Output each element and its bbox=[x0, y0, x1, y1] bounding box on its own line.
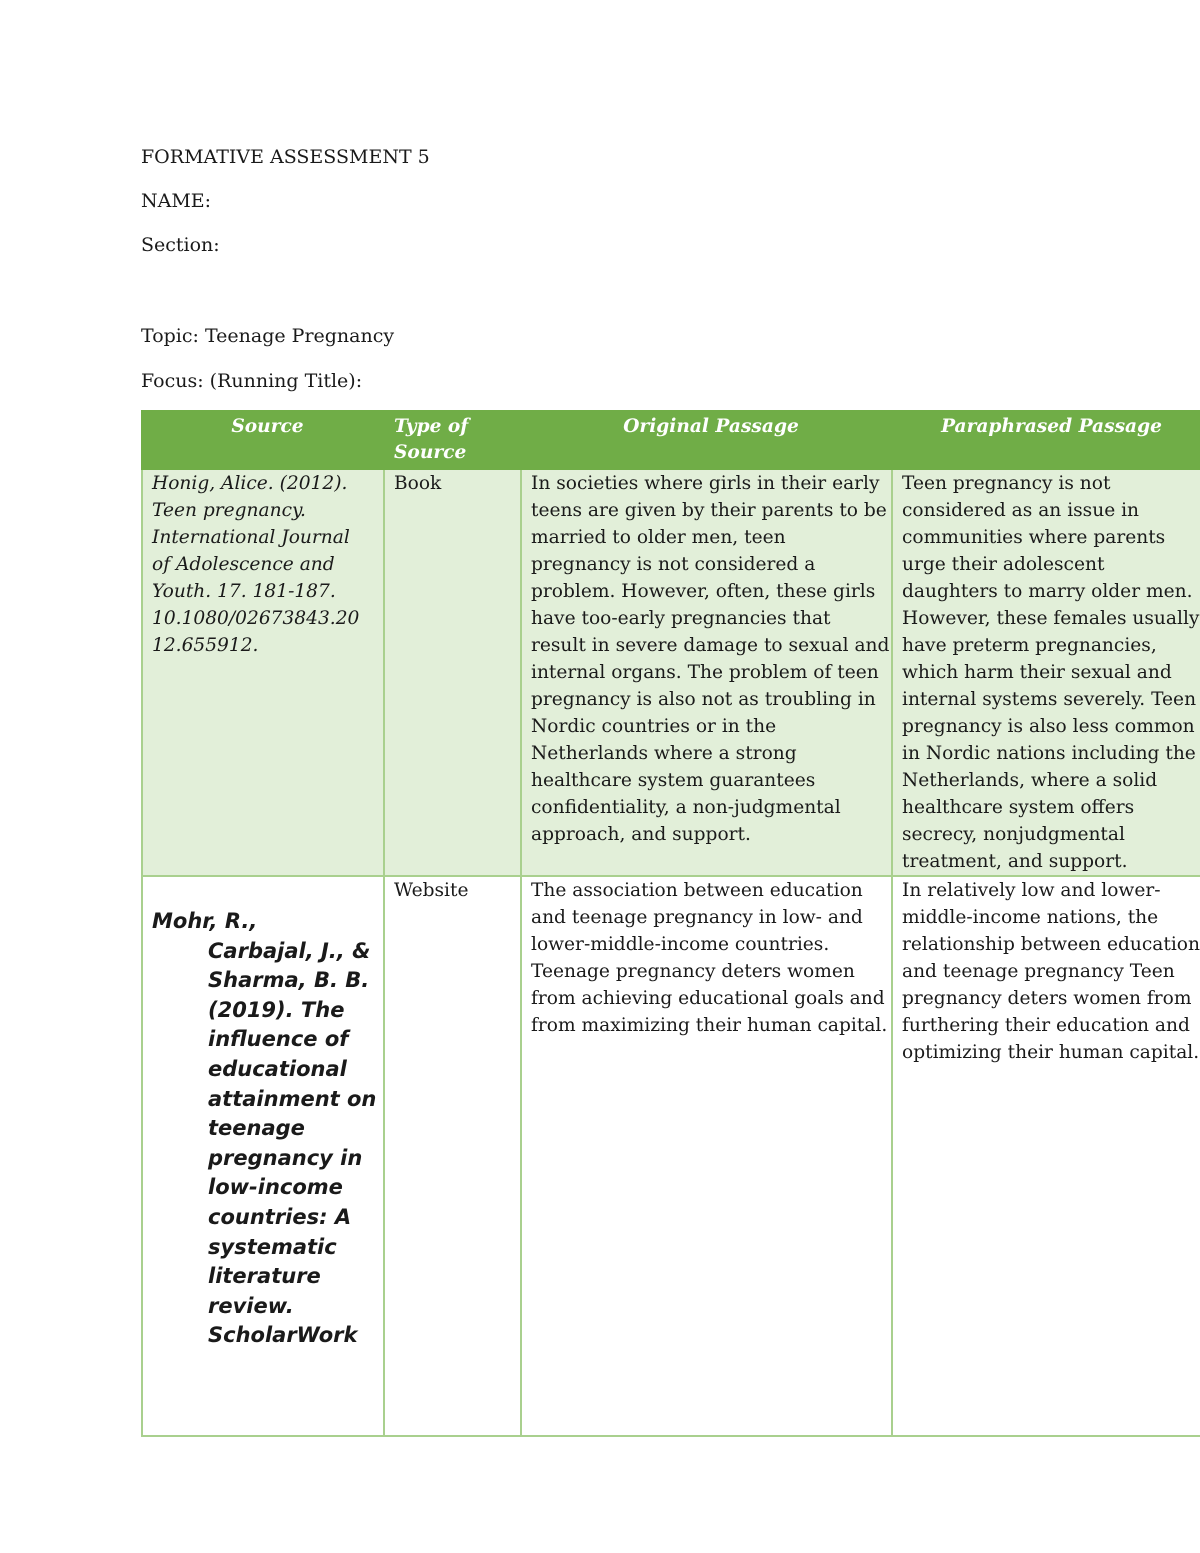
header-source: Source bbox=[142, 411, 384, 469]
topic-line: Topic: Teenage Pregnancy bbox=[141, 325, 395, 347]
citation-continuation: Carbajal, J., & Sharma, B. B. (2019). The influence of educational attainment on teenage pregnancy in low-income countries: A systematic literature review. ScholarWork bbox=[208, 938, 377, 1348]
source-citation bbox=[142, 876, 384, 1436]
paraphrased-passage: In relatively low and lower-middle-income nations, the relationship between education and teenage pregnancy Teen pregnancy deters women from furthering their education and optimizing their human capital. bbox=[892, 876, 1200, 1436]
document-title: FORMATIVE ASSESSMENT 5 bbox=[141, 146, 430, 168]
header-original-passage: Original Passage bbox=[521, 411, 892, 469]
source-citation: Honig, Alice. (2012). Teen pregnancy. International Journal of Adolescence and Youth. 17. 181-187. 10.1080/02673843.2012.655912. bbox=[142, 469, 384, 876]
table-row bbox=[142, 469, 1200, 876]
original-passage: The association between education and teenage pregnancy in low- and lower-middle-income countries. Teenage pregnancy deters women from achieving educational goals and from maximizing their human capital. bbox=[521, 876, 892, 1436]
citation-authors-first: Mohr, R., bbox=[152, 909, 258, 933]
table-header-row bbox=[142, 411, 1200, 469]
name-label: NAME: bbox=[141, 190, 212, 212]
source-type: Website bbox=[384, 876, 521, 1436]
source-type: Book bbox=[384, 469, 521, 876]
original-passage: In societies where girls in their early teens are given by their parents to be married to older men, teen pregnancy is not considered a problem. However, often, these girls have too-early pregnancies that result in severe damage to sexual and internal organs. The problem of teen pregnancy is also not as troubling in Nordic countries or in the Netherlands where a strong healthcare system guarantees confidentiality, a non-judgmental approach, and support. bbox=[521, 469, 892, 876]
section-label: Section: bbox=[141, 234, 220, 256]
sources-table bbox=[141, 410, 1200, 1437]
header-type-of-source: Type of Source bbox=[384, 411, 521, 469]
header-paraphrased-passage: Paraphrased Passage bbox=[892, 411, 1200, 469]
focus-line: Focus: (Running Title): bbox=[141, 370, 363, 392]
table-row bbox=[142, 876, 1200, 1436]
paraphrased-passage: Teen pregnancy is not considered as an issue in communities where parents urge their adolescent daughters to marry older men. However, these females usually have preterm pregnancies, which harm their sexual and internal systems severely. Teen pregnancy is also less common in Nordic nations including the Netherlands, where a solid healthcare system offers secrecy, nonjudgmental treatment, and support. bbox=[892, 469, 1200, 876]
